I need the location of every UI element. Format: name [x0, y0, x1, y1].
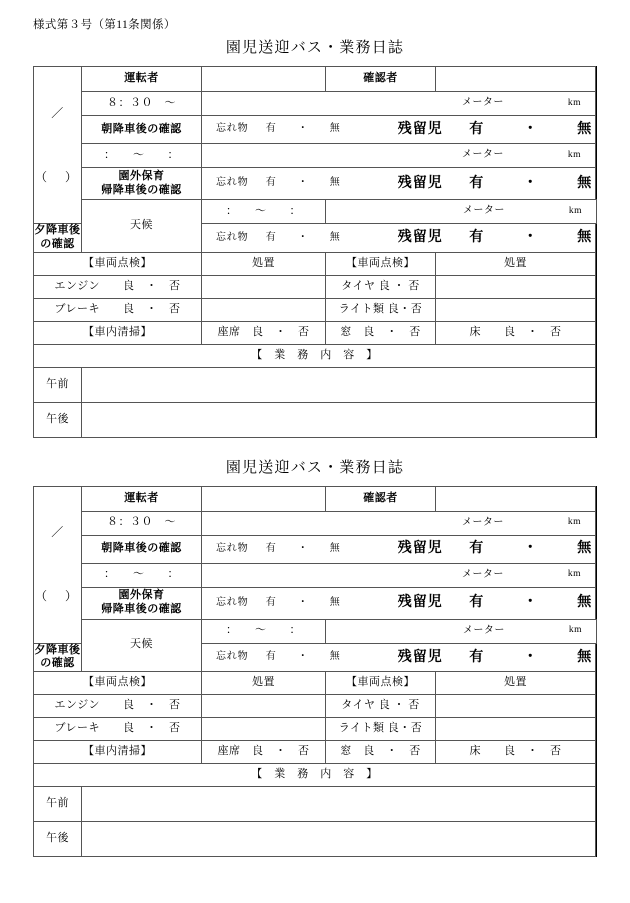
morning-meter-cell[interactable]: [202, 92, 596, 116]
left-behind-label: 残留児: [397, 649, 443, 665]
treatment-header-left: 処置: [202, 252, 326, 275]
forgotten-items-choice[interactable]: 有 ・ 無: [265, 231, 346, 243]
outdoor-care-line-1: 園外保育: [118, 169, 165, 182]
left-behind-choice[interactable]: 有 ・ 無: [469, 230, 605, 245]
weather-cell[interactable]: [82, 619, 202, 672]
weather-cell[interactable]: [82, 200, 202, 253]
forgotten-items-choice[interactable]: 有 ・ 無: [265, 596, 346, 608]
left-behind-group[interactable]: [398, 649, 605, 667]
meter-label: メーター: [461, 568, 504, 580]
evening-check-label: 夕降車後の確認: [34, 643, 82, 672]
vehicle-inspection-header-right: 【車両点検】: [326, 672, 436, 695]
driver-header: 運転者: [82, 67, 202, 92]
date-cell[interactable]: [34, 67, 82, 224]
table-row: [34, 67, 597, 92]
morning-check-cell[interactable]: [202, 116, 605, 144]
tire-treatment[interactable]: [436, 275, 596, 298]
table-row: [34, 563, 597, 587]
tire-check[interactable]: タイヤ 良 ・ 否: [326, 695, 436, 718]
vehicle-inspection-header-left: 【車両点検】: [34, 252, 202, 275]
floor-clean-check[interactable]: 床 良 ・ 否: [436, 741, 596, 764]
km-label: km: [568, 205, 582, 216]
forgotten-items-choice[interactable]: 有 ・ 無: [265, 177, 346, 189]
table-row: [34, 718, 597, 741]
forgotten-items-choice[interactable]: 有 ・ 無: [265, 651, 346, 662]
left-behind-group[interactable]: [398, 175, 605, 193]
driver-header: 運転者: [82, 486, 202, 511]
evening-meter-cell[interactable]: [326, 200, 597, 224]
left-behind-label: 残留児: [397, 121, 443, 137]
evening-check-cell[interactable]: [202, 643, 605, 672]
am-content-field[interactable]: [82, 367, 596, 402]
forgotten-items-group[interactable]: [216, 177, 346, 190]
form-number: 様式第３号（第11条関係）: [33, 19, 176, 31]
confirmer-header: 確認者: [326, 67, 436, 92]
table-row: [34, 344, 597, 367]
engine-check[interactable]: エンジン 良 ・ 否: [34, 275, 202, 298]
driver-value[interactable]: [202, 486, 326, 511]
date-weekday-label: （ ）: [34, 169, 80, 184]
table-row: [34, 695, 597, 718]
outdoor-care-line-2: 帰降車後の確認: [101, 603, 182, 615]
km-label: km: [567, 569, 581, 580]
treatment-header-right: 処置: [436, 252, 596, 275]
left-behind-choice[interactable]: 有 ・ 無: [469, 649, 605, 665]
bus-log-table-2: [33, 486, 605, 858]
lights-treatment[interactable]: [436, 718, 596, 741]
table-row: [34, 321, 597, 344]
outdoor-check-cell[interactable]: [202, 587, 605, 619]
left-behind-label: 残留児: [397, 175, 443, 191]
confirmer-value[interactable]: [436, 67, 596, 92]
table-row: [34, 298, 597, 321]
left-behind-group[interactable]: [398, 540, 605, 558]
left-behind-choice[interactable]: 有 ・ 無: [469, 595, 605, 611]
table-row: [34, 511, 597, 535]
confirmer-header: 確認者: [326, 486, 436, 511]
treatment-header-right: 処置: [436, 672, 596, 695]
forgotten-items-group[interactable]: [216, 597, 346, 610]
weather-label: 天候: [130, 638, 153, 651]
table-row: [34, 587, 597, 619]
pm-content-field[interactable]: [82, 402, 596, 437]
table-row: [34, 168, 597, 200]
table-row: [34, 402, 597, 437]
meter-label: メーター: [462, 624, 505, 636]
table-row: [34, 252, 597, 275]
page-title-1: 園児送迎バス・業務日誌: [225, 40, 405, 56]
vehicle-inspection-header-left: 【車両点検】: [34, 672, 202, 695]
outdoor-time-label[interactable]: ： 〜 ：: [82, 563, 202, 587]
date-weekday-label: （ ）: [34, 589, 80, 603]
engine-check[interactable]: エンジン 良 ・ 否: [34, 695, 202, 718]
forgotten-items-label: 忘れ物: [216, 651, 249, 662]
engine-treatment[interactable]: [202, 695, 326, 718]
brake-treatment[interactable]: [202, 298, 326, 321]
meter-label: メーター: [461, 97, 504, 109]
outdoor-meter-cell[interactable]: [202, 563, 596, 587]
am-label: 午前: [34, 787, 82, 822]
brake-check[interactable]: ブレーキ 良 ・ 否: [34, 718, 202, 741]
pm-label: 午後: [34, 822, 82, 857]
window-clean-check[interactable]: 窓 良 ・ 否: [326, 741, 436, 764]
work-content-header: 【 業 務 内 容 】: [34, 764, 596, 787]
left-behind-choice[interactable]: 有 ・ 無: [469, 175, 605, 191]
evening-meter-cell[interactable]: [326, 619, 597, 643]
lights-check[interactable]: ライト類 良・否: [326, 298, 436, 321]
morning-time-label[interactable]: ８：３０ 〜: [82, 511, 202, 535]
interior-cleaning-header: 【車内清掃】: [34, 321, 202, 344]
forgotten-items-choice[interactable]: 有 ・ 無: [265, 542, 346, 554]
km-label: km: [568, 625, 582, 636]
table-row: [34, 741, 597, 764]
forgotten-items-choice[interactable]: 有 ・ 無: [265, 123, 346, 135]
tire-treatment[interactable]: [436, 695, 596, 718]
date-slash-label: ／: [51, 525, 64, 539]
work-content-header: 【 業 務 内 容 】: [34, 344, 596, 367]
forgotten-items-group[interactable]: [216, 543, 346, 556]
meter-label: メーター: [461, 149, 504, 161]
forgotten-items-label: 忘れ物: [216, 596, 249, 608]
left-behind-choice[interactable]: 有 ・ 無: [469, 121, 605, 137]
vehicle-inspection-header-right: 【車両点検】: [326, 252, 436, 275]
brake-treatment[interactable]: [202, 718, 326, 741]
page-title-2: 園児送迎バス・業務日誌: [225, 459, 405, 476]
outdoor-check-cell[interactable]: [202, 168, 605, 200]
morning-check-cell[interactable]: [202, 535, 605, 563]
left-behind-group[interactable]: [398, 121, 605, 139]
table-row: [34, 116, 597, 144]
table-row: [34, 367, 597, 402]
left-behind-label: 残留児: [397, 595, 443, 611]
forgotten-items-label: 忘れ物: [216, 177, 249, 189]
left-behind-choice[interactable]: 有 ・ 無: [469, 541, 605, 557]
table-row: [34, 535, 597, 563]
table-row: [34, 200, 597, 224]
table-row: [34, 672, 597, 695]
table-row: [34, 92, 597, 116]
km-label: km: [567, 97, 581, 108]
forgotten-items-label: 忘れ物: [216, 123, 249, 135]
evening-check-label: 夕降車後の確認: [34, 224, 82, 253]
table-row: [34, 275, 597, 298]
outdoor-care-line-1: 園外保育: [118, 589, 165, 602]
table-row: [34, 822, 597, 857]
window-clean-check[interactable]: 窓 良 ・ 否: [326, 321, 436, 344]
left-behind-label: 残留児: [397, 541, 443, 557]
outdoor-meter-cell[interactable]: [202, 144, 596, 168]
table-row: [34, 619, 597, 643]
evening-check-cell[interactable]: [202, 224, 605, 253]
outdoor-care-check-label: [82, 587, 202, 619]
outdoor-time-label[interactable]: ： 〜 ：: [82, 144, 202, 168]
table-row: [34, 764, 597, 787]
confirmer-value[interactable]: [436, 486, 596, 511]
am-label: 午前: [34, 367, 82, 402]
seat-clean-check[interactable]: 座席 良 ・ 否: [202, 741, 326, 764]
weather-label: 天候: [130, 218, 153, 231]
km-label: km: [567, 517, 581, 528]
lights-treatment[interactable]: [436, 298, 596, 321]
forgotten-items-group[interactable]: [216, 651, 346, 664]
outdoor-care-check-label: [82, 168, 202, 200]
table-row: [34, 144, 597, 168]
bus-log-table-1: [33, 66, 605, 438]
forgotten-items-group[interactable]: [216, 232, 346, 245]
date-cell[interactable]: [34, 486, 82, 643]
pm-label: 午後: [34, 402, 82, 437]
date-slash-label: ／: [51, 105, 64, 120]
forgotten-items-group[interactable]: [216, 123, 346, 136]
treatment-header-left: 処置: [202, 672, 326, 695]
morning-time-label[interactable]: ８：３０ 〜: [82, 92, 202, 116]
meter-label: メーター: [462, 205, 505, 217]
seat-clean-check[interactable]: 座席 良 ・ 否: [202, 321, 326, 344]
left-behind-group[interactable]: [398, 594, 605, 612]
table-row: [34, 486, 597, 511]
driver-value[interactable]: [202, 67, 326, 92]
morning-check-label: 朝降車後の確認: [82, 535, 202, 563]
morning-meter-cell[interactable]: [202, 511, 596, 535]
pm-content-field[interactable]: [82, 822, 596, 857]
km-label: km: [567, 149, 581, 160]
forgotten-items-label: 忘れ物: [216, 542, 249, 554]
interior-cleaning-header: 【車内清掃】: [34, 741, 202, 764]
meter-label: メーター: [461, 516, 504, 528]
morning-check-label: 朝降車後の確認: [82, 116, 202, 144]
table-row: [34, 787, 597, 822]
evening-time-label[interactable]: ： 〜 ：: [202, 200, 326, 224]
left-behind-label: 残留児: [397, 230, 443, 245]
lights-check[interactable]: ライト類 良・否: [326, 718, 436, 741]
brake-check[interactable]: ブレーキ 良 ・ 否: [34, 298, 202, 321]
floor-clean-check[interactable]: 床 良 ・ 否: [436, 321, 596, 344]
tire-check[interactable]: タイヤ 良 ・ 否: [326, 275, 436, 298]
outdoor-care-line-2: 帰降車後の確認: [101, 183, 182, 196]
evening-time-label[interactable]: ： 〜 ：: [202, 619, 326, 643]
am-content-field[interactable]: [82, 787, 596, 822]
forgotten-items-label: 忘れ物: [216, 231, 249, 243]
engine-treatment[interactable]: [202, 275, 326, 298]
left-behind-group[interactable]: [398, 229, 605, 247]
